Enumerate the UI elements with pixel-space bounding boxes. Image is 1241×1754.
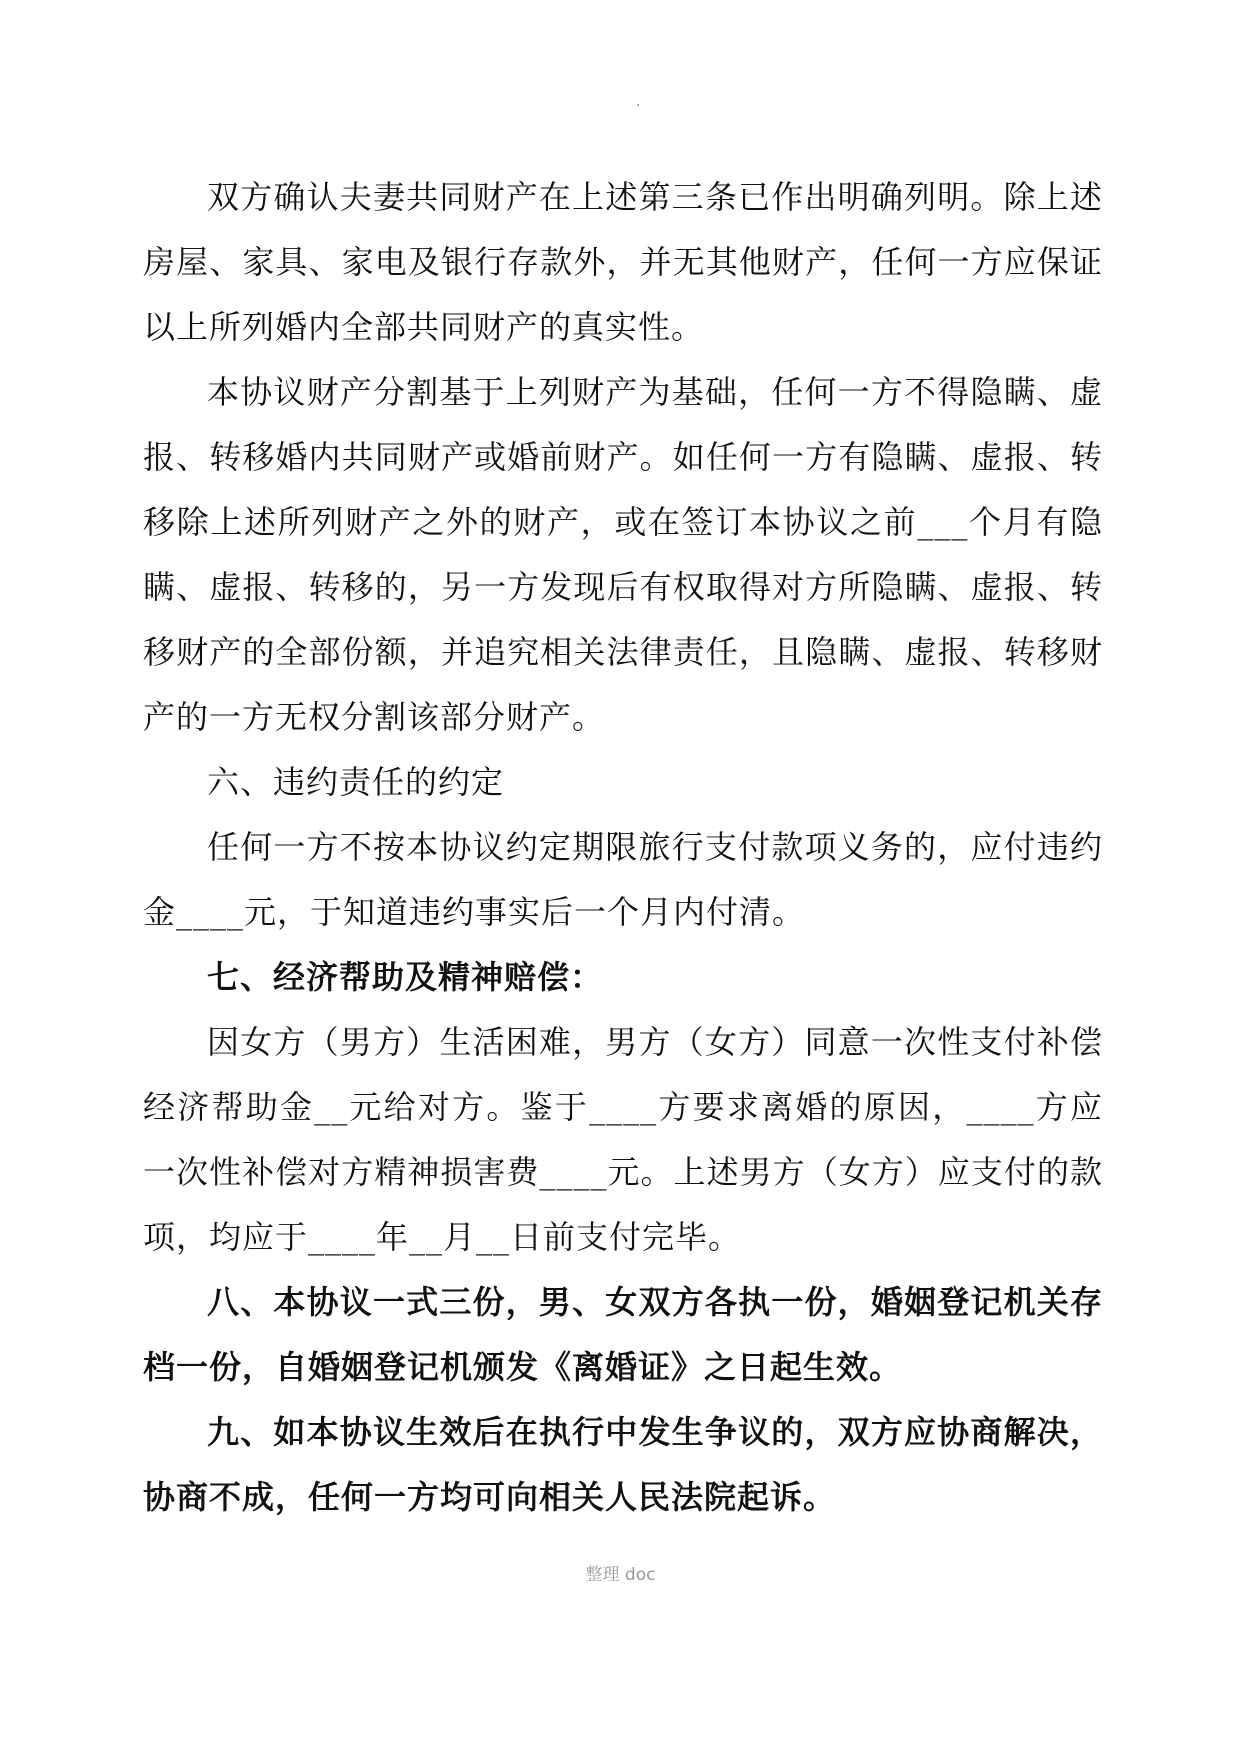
section-heading-breach-liability: 六、违约责任的约定 bbox=[207, 763, 505, 801]
clause-copies-effective: 八、本协议一式三份，男、女双方各执一份，婚姻登记机关存档一份，自婚姻登记机颁发《离婚证》之日起生效。 bbox=[143, 1283, 1103, 1386]
clause-dispute-resolution: 九、如本协议生效后在执行中发生争议的，双方应协商解决，协商不成，任何一方均可向相关人民法院起诉。 bbox=[143, 1413, 1103, 1516]
page-footer: 整理 doc bbox=[585, 1565, 656, 1585]
paragraph-breach-penalty: 任何一方不按本协议约定期限旅行支付款项义务的，应付违约金____元，于知道违约事实后一个月内付清。 bbox=[143, 828, 1103, 931]
section-heading-economic-aid: 七、经济帮助及精神赔偿： bbox=[207, 958, 604, 996]
paragraph-economic-aid: 因女方（男方）生活困难，男方（女方）同意一次性支付补偿经济帮助金__元给对方。鉴于____方要求离婚的原因，____方应一次性补偿对方精神损害费____元。上述男方（女方）应支付的款项，均应于____年__月__日前支付完毕。 bbox=[143, 1023, 1103, 1256]
document-body bbox=[143, 165, 1103, 1530]
page-top-mark: . bbox=[636, 94, 641, 110]
paragraph-property-confirmation: 双方确认夫妻共同财产在上述第三条已作出明确列明。除上述房屋、家具、家电及银行存款外，并无其他财产，任何一方应保证以上所列婚内全部共同财产的真实性。 bbox=[143, 178, 1103, 346]
paragraph-property-division: 本协议财产分割基于上列财产为基础，任何一方不得隐瞒、虚报、转移婚内共同财产或婚前财产。如任何一方有隐瞒、虚报、转移除上述所列财产之外的财产，或在签订本协议之前___个月有隐瞒、虚报、转移的，另一方发现后有权取得对方所隐瞒、虚报、转移财产的全部份额，并追究相关法律责任，且隐瞒、虚报、转移财产的一方无权分割该部分财产。 bbox=[143, 373, 1103, 736]
